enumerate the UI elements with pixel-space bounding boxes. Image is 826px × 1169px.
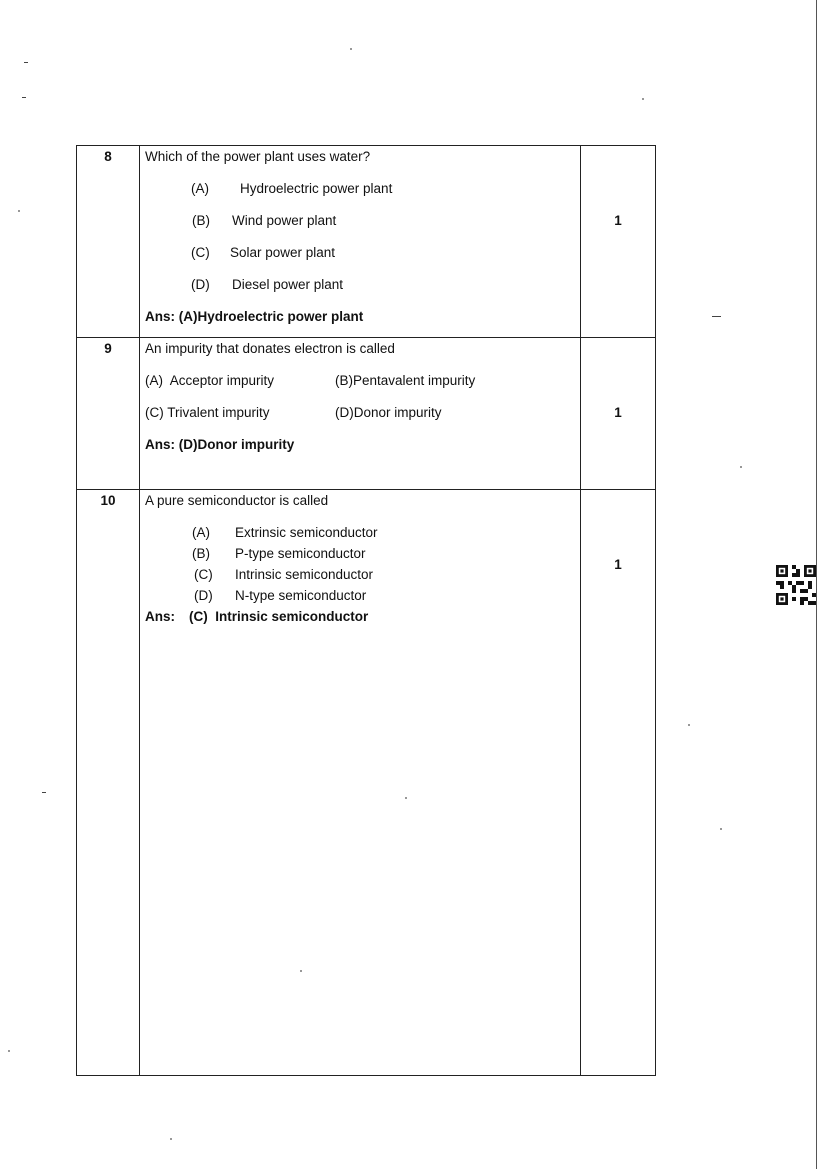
question-number: 8 <box>104 149 112 164</box>
scan-edge-line <box>816 0 817 1169</box>
question-text: Which of the power plant uses water? <box>145 149 371 164</box>
option-text: (B)Pentavalent impurity <box>335 373 476 388</box>
option-text: Solar power plant <box>230 245 336 260</box>
option-text: Hydroelectric power plant <box>240 181 393 196</box>
answer-prefix: Ans: <box>145 609 175 624</box>
scan-speck <box>688 724 690 726</box>
option-label: (B) <box>192 546 210 561</box>
answer-text: Ans: (D)Donor impurity <box>145 437 295 452</box>
scan-mark <box>24 62 28 63</box>
qr-code-icon <box>776 565 816 605</box>
scan-speck <box>642 98 644 100</box>
scan-speck <box>720 828 722 830</box>
option-label: (D) <box>191 277 210 292</box>
question-number: 9 <box>104 341 112 356</box>
option-label: (C) <box>194 567 213 582</box>
option-label: (D) <box>194 588 213 603</box>
option-text: Extrinsic semiconductor <box>235 525 378 540</box>
option-label: (A) <box>192 525 210 540</box>
scan-speck <box>18 210 20 212</box>
option-text: Diesel power plant <box>232 277 344 292</box>
scan-speck <box>740 466 742 468</box>
answer-text: (C) Intrinsic semiconductor <box>189 609 369 624</box>
option-text: (D)Donor impurity <box>335 405 442 420</box>
option-text: Wind power plant <box>232 213 337 228</box>
question-table <box>76 145 656 1076</box>
scan-speck <box>8 1050 10 1052</box>
option-text: (C) Trivalent impurity <box>145 405 270 420</box>
option-text: P-type semiconductor <box>235 546 366 561</box>
marks-value: 1 <box>614 405 622 420</box>
scan-mark <box>22 97 26 98</box>
marks-value: 1 <box>614 557 622 572</box>
option-label: (B) <box>192 213 210 228</box>
scan-speck <box>350 48 352 50</box>
question-number: 10 <box>100 493 116 508</box>
option-text: N-type semiconductor <box>235 588 367 603</box>
answer-text: Ans: (A)Hydroelectric power plant <box>145 309 364 324</box>
scan-mark <box>712 316 721 317</box>
option-label: (A) <box>191 181 209 196</box>
question-text: An impurity that donates electron is called <box>145 341 395 356</box>
option-text: Intrinsic semiconductor <box>235 567 374 582</box>
question-text: A pure semiconductor is called <box>145 493 329 508</box>
scan-mark <box>42 792 46 793</box>
marks-value: 1 <box>614 213 622 228</box>
scan-speck <box>170 1138 172 1140</box>
option-label: (C) <box>191 245 210 260</box>
option-text: (A) Acceptor impurity <box>145 373 275 388</box>
